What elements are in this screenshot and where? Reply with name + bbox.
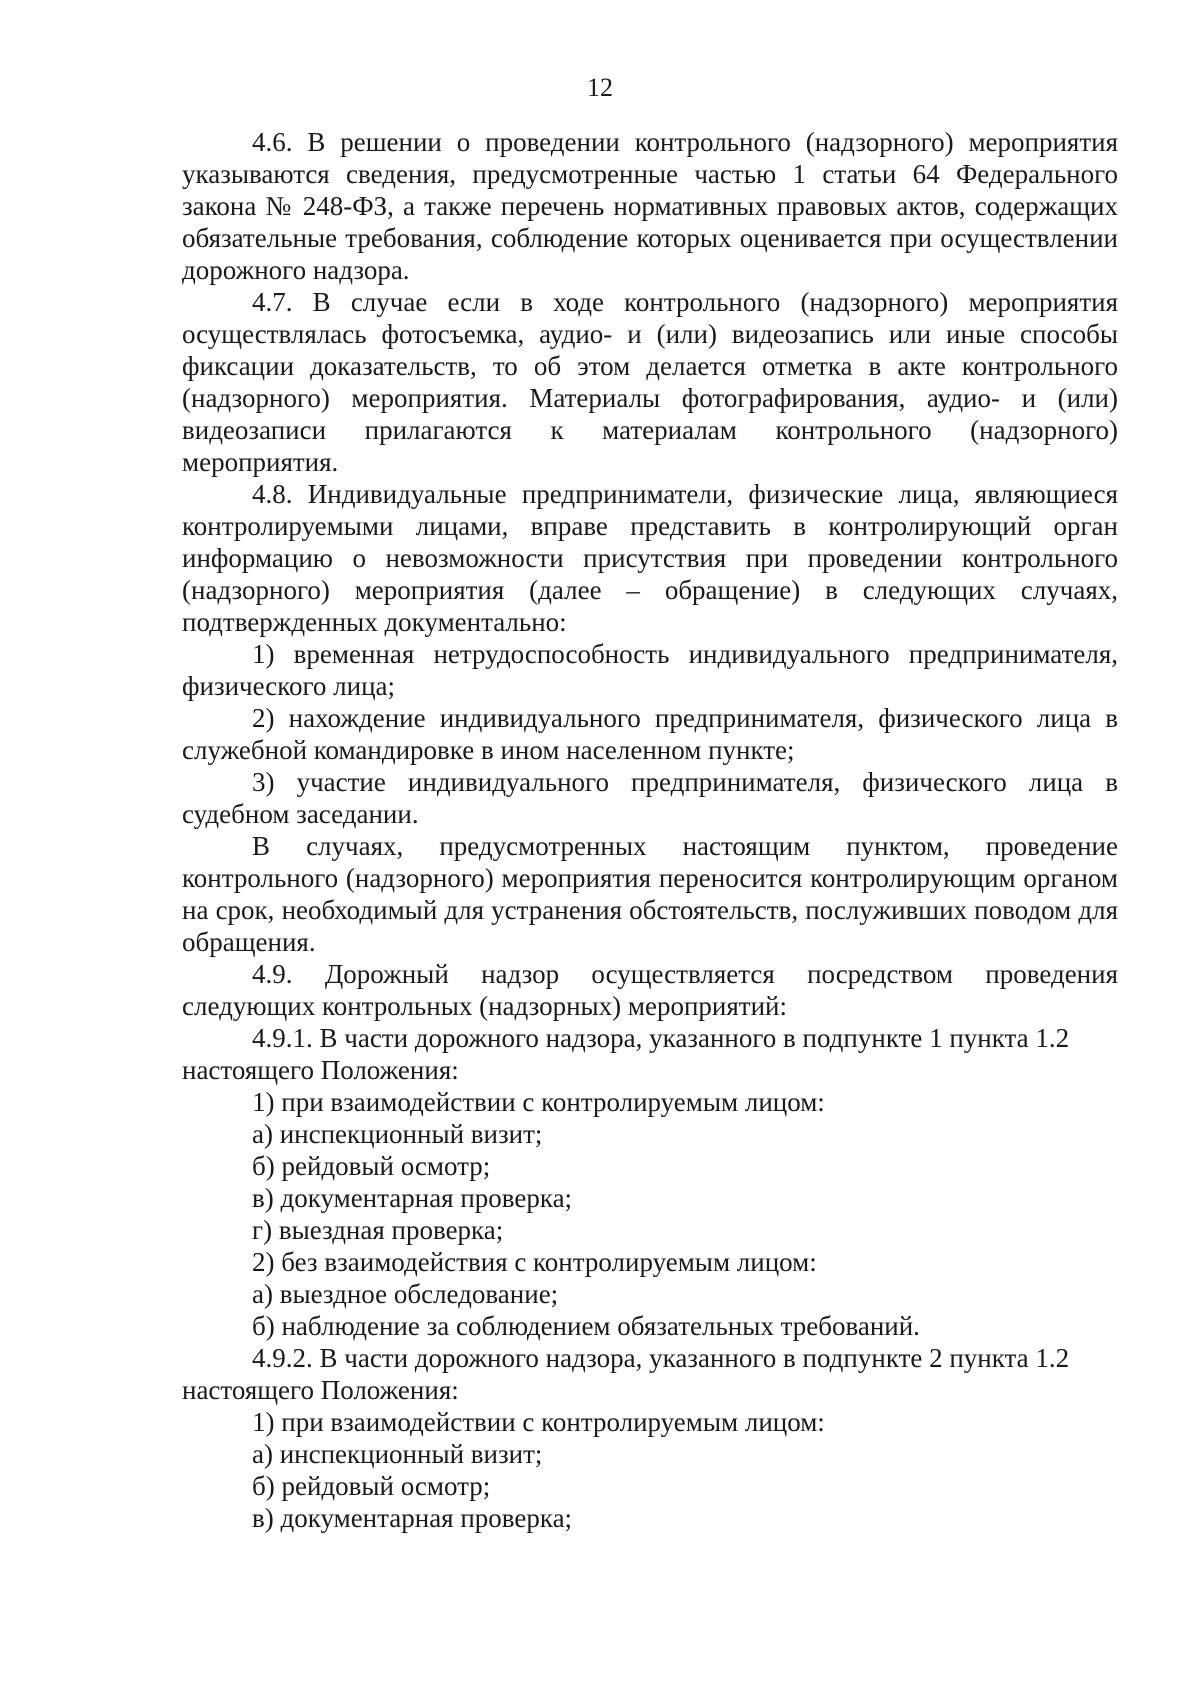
list-item: 1) при взаимодействии с контролируемым лицом: xyxy=(252,1087,825,1117)
list-item-4-8-2: 2) нахождение индивидуального предпринимателя, физического лица в служебной командировке в ином населенном пункте; xyxy=(182,703,1118,765)
list-item-4-8-3: 3) участие индивидуального предпринимателя, физического лица в судебном заседании. xyxy=(182,767,1118,829)
list-item: в) документарная проверка; xyxy=(252,1183,573,1213)
paragraph-4-9: 4.9. Дорожный надзор осуществляется посредством проведения следующих контрольных (надзорных) мероприятий: xyxy=(182,959,1118,1021)
list-item: б) наблюдение за соблюдением обязательных требований. xyxy=(252,1311,920,1341)
paragraph-postponement: В случаях, предусмотренных настоящим пунктом, проведение контрольного (надзорного) мероприятия переносится контролирующим органом на срок, необходимый для устранения обстоятельств, послуживших поводом для обращения. xyxy=(182,831,1118,957)
list-item: в) документарная проверка; xyxy=(252,1503,573,1533)
paragraph-4-8: 4.8. Индивидуальные предприниматели, физические лица, являющиеся контролируемыми лицами, вправе представить в контролирующий орган информацию о невозможности присутствия при проведении контрольного (надзорного) мероприятия (далее – обращение) в следующих случаях, подтвержденных документально: xyxy=(182,479,1118,637)
list-item: а) выездное обследование; xyxy=(252,1279,559,1309)
list-item: б) рейдовый осмотр; xyxy=(252,1471,491,1501)
list-item: б) рейдовый осмотр; xyxy=(252,1151,491,1181)
list-item: а) инспекционный визит; xyxy=(252,1119,543,1149)
list-item-4-8-1: 1) временная нетрудоспособность индивидуального предпринимателя, физического лица; xyxy=(182,639,1118,701)
list-item: а) инспекционный визит; xyxy=(252,1439,543,1469)
paragraph-4-9-1: 4.9.1. В части дорожного надзора, указанного в подпункте 1 пункта 1.2 настоящего Положения: xyxy=(182,1023,1070,1085)
list-item: 1) при взаимодействии с контролируемым лицом: xyxy=(252,1407,825,1437)
paragraph-4-7: 4.7. В случае если в ходе контрольного (надзорного) мероприятия осуществлялась фотосъемка, аудио- и (или) видеозапись или иные способы фиксации доказательств, то об этом делается отметка в акте контрольного (надзорного) мероприятия. Материалы фотографирования, аудио- и (или) видеозаписи прилагаются к материалам контрольного (надзорного) мероприятия. xyxy=(182,287,1118,477)
paragraph-4-9-2: 4.9.2. В части дорожного надзора, указанного в подпункте 2 пункта 1.2 настоящего Положения: xyxy=(182,1343,1070,1405)
list-item: 2) без взаимодействия с контролируемым лицом: xyxy=(252,1247,817,1277)
document-body xyxy=(182,126,1118,1534)
paragraph-4-6: 4.6. В решении о проведении контрольного (надзорного) мероприятия указываются сведения, предусмотренные частью 1 статьи 64 Федерального закона № 248-ФЗ, а также перечень нормативных правовых актов, содержащих обязательные требования, соблюдение которых оценивается при осуществлении дорожного надзора. xyxy=(182,127,1118,285)
list-item: г) выездная проверка; xyxy=(252,1215,504,1245)
page-number: 12 xyxy=(587,73,613,102)
